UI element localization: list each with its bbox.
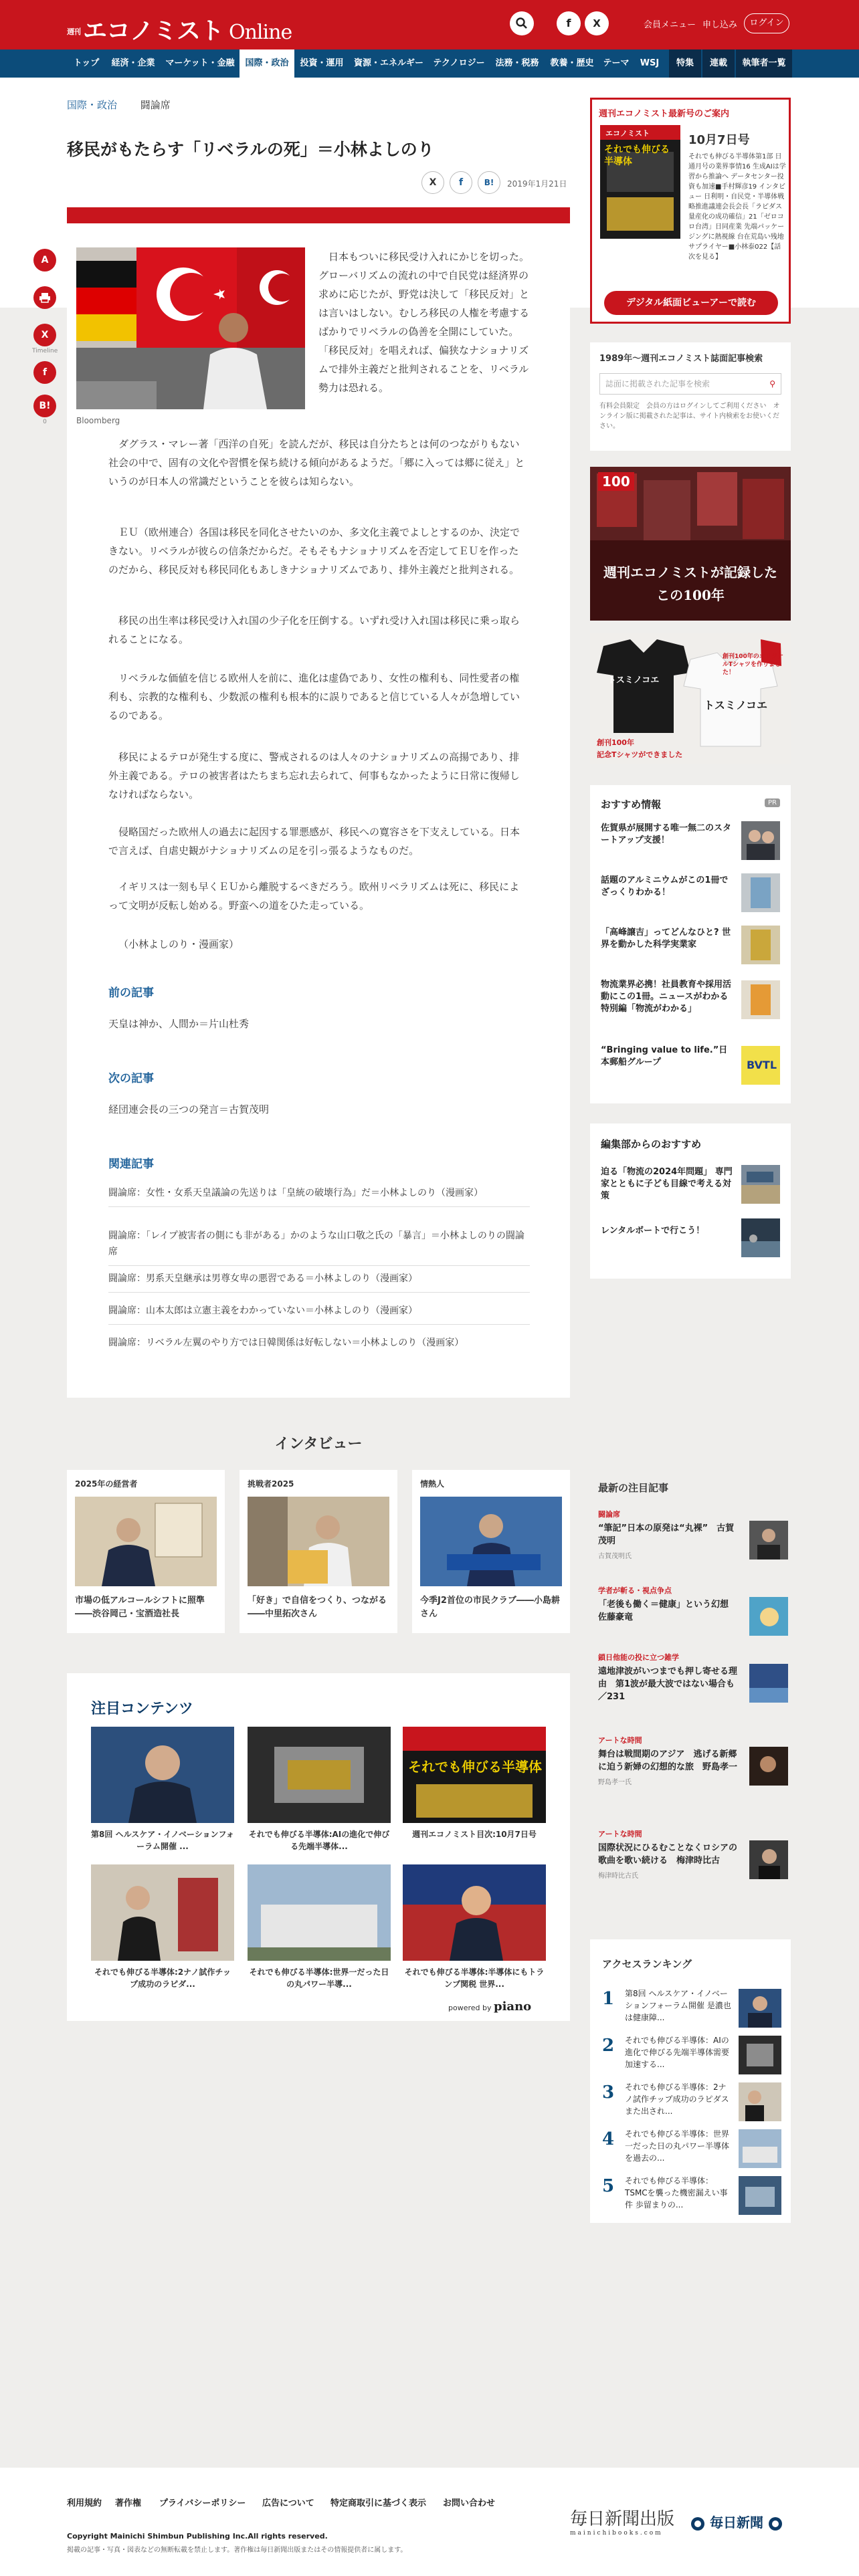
pr-badge: PR <box>765 798 780 807</box>
ranking-thumb <box>739 1989 781 2028</box>
interview-photo <box>75 1497 217 1586</box>
article-paragraph: 移民の出生率は移民受け入れ国の少子化を圧倒する。いずれ受け入れ国は移民に乗っ取られることになる。 <box>108 615 520 645</box>
interview-card[interactable] <box>67 1470 225 1633</box>
archive-search-input[interactable]: 誌面に掲載された記事を検索 ⚲ <box>599 373 781 395</box>
related-article-link[interactable]: 闘論席：「レイプ被害者の側にも非がある」かのような山口敬之氏の「暴言」＝小林よしのりの闘論席 <box>108 1228 530 1266</box>
ranking-heading: アクセスランキング <box>602 1958 692 1970</box>
interview-photo <box>420 1497 562 1586</box>
attention-heading: 注目コンテンツ <box>91 1701 193 1717</box>
recommend-card <box>590 785 791 1103</box>
interview-heading: インタビュー <box>274 1436 363 1453</box>
hatena-bookmark-icon[interactable]: B! <box>33 395 56 417</box>
nav-special[interactable]: 特集 <box>669 49 701 78</box>
article-paragraph: 移民によるテロが発生する度に、警戒されるのは人々のナショナリズムの高揚であり、排外主義である。テロの被害者はたちまち忘れ去られて、何事もなかったように日常に復帰しなければならない。 <box>108 751 520 800</box>
floating-share-bar <box>32 249 58 425</box>
centennial-line2: この100年 <box>656 587 725 603</box>
facebook-icon[interactable]: f <box>557 11 581 35</box>
svg-text:エコノミスト: エコノミスト <box>605 129 650 138</box>
centennial-badge: 100 <box>598 472 634 491</box>
latest-thumb <box>749 1521 788 1560</box>
recommend-item[interactable]: 佐賀県が展開する唯一無二のスタートアップ支援！ <box>601 823 732 845</box>
tshirt-text-2: トスミノコエ <box>704 699 768 712</box>
nav-culture[interactable]: 教養・歴史 <box>550 58 594 68</box>
nav-legal[interactable]: 法務・税務 <box>495 58 539 68</box>
breadcrumb <box>67 98 171 112</box>
recommend-item[interactable]: “Bringing value to life.”日本郵船グループ <box>601 1045 728 1067</box>
ranking-thumb <box>739 2036 781 2074</box>
nav-wsj[interactable]: WSJ <box>640 58 660 68</box>
recommend-thumb[interactable] <box>741 821 780 860</box>
ranking-item[interactable]: 2 それでも伸びる半導体：AIの進化で伸びる先端半導体需要 加速する... <box>599 2033 781 2077</box>
breadcrumb-series[interactable]: 闘論席 <box>140 99 171 111</box>
search-icon[interactable]: ⚲ <box>769 379 775 389</box>
archive-search-box <box>590 342 791 451</box>
copyright-notice: 掲載の記事・写真・図表などの無断転載を禁止します。著作権は毎日新聞出版またはその情報提供者に属します。 <box>67 2547 407 2554</box>
recommend-item[interactable]: 「高峰譲吉」ってどんなひと? 世界を動かした科学実業家 <box>601 928 731 950</box>
article-title: 移民がもたらす「リベラルの死」＝小林よしのり <box>67 140 434 159</box>
tshirt-badge: 創刊100年のオリジナルTシャツを作りました！ <box>723 653 783 676</box>
apply-link[interactable]: 申し込み <box>702 20 738 30</box>
nav-series[interactable]: 連載 <box>702 49 735 78</box>
member-menu-link[interactable]: 会員メニュー <box>644 20 696 30</box>
nav-international[interactable]: 国際・政治 <box>240 49 294 78</box>
digital-viewer-button[interactable]: デジタル紙面ビューアーで読む <box>604 291 778 315</box>
latest-thumb <box>749 1747 788 1786</box>
breadcrumb-category[interactable]: 国際・政治 <box>67 99 118 111</box>
attention-thumb <box>248 1727 391 1823</box>
article-ad-bar <box>67 207 570 223</box>
article-date: 2019年1月21日 <box>507 179 567 189</box>
copyright: Copyright Mainichi Shimbun Publishing Inc.All rights reserved. <box>67 2532 328 2541</box>
attention-item[interactable]: それでも伸びる半導体:世界一だった日の丸パワー半導... <box>248 1864 391 1990</box>
x-share-icon[interactable]: X <box>33 324 56 346</box>
attention-thumb: それでも伸びる半導体 <box>403 1727 546 1823</box>
powered-by-piano: powered by piano <box>448 2000 532 2014</box>
site-header <box>0 0 859 49</box>
ranking-thumb <box>739 2176 781 2215</box>
interview-photo <box>248 1497 389 1586</box>
tshirt-caption: 記念Tシャツができました <box>597 750 683 759</box>
promo-heading: 週刊エコノミスト最新号のご案内 <box>599 109 730 119</box>
svg-text:BVTL: BVTL <box>747 1059 777 1071</box>
recommend-thumb[interactable] <box>741 1046 780 1085</box>
latest-thumb <box>749 1664 788 1703</box>
editor-pick-heading: 編集部からのおすすめ <box>601 1138 702 1150</box>
attention-contents <box>67 1673 570 2021</box>
tshirt-text-1: トスミノコエ <box>607 675 660 685</box>
archive-search-heading: 1989年～週刊エコノミスト誌面記事検索 <box>599 354 763 364</box>
editor-pick-thumb[interactable] <box>741 1218 780 1257</box>
nav-investment[interactable]: 投資・運用 <box>300 58 344 68</box>
mainichi-shimbun-logo[interactable]: 毎日新聞 <box>690 2512 783 2531</box>
footer-ads-link[interactable]: 広告について <box>262 2498 314 2508</box>
interview-card[interactable] <box>412 1470 570 1633</box>
latest-item[interactable]: 闘論席 “筆記”日本の原発は“丸裸” 古賀茂明 古賀茂明氏 <box>598 1509 788 1560</box>
search-icon[interactable] <box>510 11 534 35</box>
editor-pick-item[interactable]: 迫る「物流の2024年問題」 専門家とともに子ども目線で考える対策 <box>601 1167 733 1201</box>
ranking-item[interactable]: 1 第8回 ヘルスケア・イノベーションフォーラム開催 是濃也は健康障... <box>599 1986 781 2030</box>
interview-caption: 「好き」で自信をつくり、つながる――中里拓次さん <box>248 1596 387 1619</box>
related-article-link[interactable]: 闘論席：山本太郎は立憲主義をわかっていない＝小林よしのり（漫画家） <box>108 1303 530 1325</box>
article-paragraph: 侵略国だった欧州人の過去に起因する罪悪感が、移民への寛容さを下支えしている。日本で言えば、自虐史観がナショナリズムの足を引っ張るようなものだ。 <box>108 826 520 857</box>
centennial-line1: 週刊エコノミストが記録した <box>603 564 777 580</box>
attention-item[interactable]: 第8回 ヘルスケア・イノベーションフォーラム開催 ... <box>91 1727 234 1852</box>
latest-item[interactable]: アートな時間 国際状況にひるむことなくロシアの歌曲を歌い続ける 梅津時比古 梅津時比古氏 <box>598 1828 788 1880</box>
attention-item[interactable]: それでも伸びる半導体 週刊エコノミスト目次:10月7日号 <box>403 1727 546 1840</box>
site-footer <box>0 2468 859 2576</box>
interview-caption: 今季J2首位の市民クラブ――小島耕さん <box>420 1596 560 1619</box>
article-photo <box>76 247 305 409</box>
ranking-item[interactable]: 5 それでも伸びる半導体：TSMCを襲った機密漏えい事件 歩留まりの... <box>599 2173 781 2218</box>
attention-item[interactable]: それでも伸びる半導体:半導体にもトランプ関税 世界... <box>403 1864 546 1990</box>
attention-item[interactable]: それでも伸びる半導体:2ナノ試作チップ成功のラピダ... <box>91 1864 234 1990</box>
footer-contact-link[interactable]: お問い合わせ <box>443 2498 496 2508</box>
article-lead: 日本もついに移民受け入れにかじを切った。グローバリズムの流れの中で自民党は経済界の求めに応じたが、野党は決して「移民反対」とは言いはしない。むしろ移民の人権を考慮するばかりでリベラルの偽善を全開にしていた。「移民反対」を唱えれば、偏狭なナショナリズムで排外主義だと批判されることを、リベラル勢力は恐れる。 <box>318 251 530 394</box>
x-icon[interactable]: X <box>585 11 609 35</box>
attention-item[interactable]: それでも伸びる半導体:AIの進化で伸びる先端半導体... <box>248 1727 391 1852</box>
nav-technology[interactable]: テクノロジー <box>433 58 485 68</box>
article-paragraph: イギリスは一刻も早くＥＵから離脱するべきだろう。欧州リベラリズムは死に、移民によって文明が反転し始める。野蛮への道をひた走っている。 <box>108 881 520 911</box>
print-icon[interactable] <box>33 286 56 309</box>
footer-commerce-link[interactable]: 特定商取引に基づく表示 <box>330 2498 427 2508</box>
interview-label: 2025年の経営者 <box>75 1479 138 1489</box>
nav-top[interactable]: トップ <box>73 58 100 68</box>
related-heading: 関連記事 <box>108 1158 154 1171</box>
ranking-item[interactable]: 3 それでも伸びる半導体：2ナノ試作チップ成功のラピダス また出され... <box>599 2080 781 2124</box>
footer-copyright-link[interactable]: 著作権 <box>115 2498 142 2508</box>
related-article-link[interactable]: 闘論席：女性・女系天皇議論の先送りは「皇統の破壊行為」だ＝小林よしのり（漫画家） <box>108 1185 530 1207</box>
article-paragraph: リベラルな価値を信じる欧州人を前に、進化は虚偽であり、女性の権利も、同性愛者の権利も、宗教的な権利も、少数派の権利も根本的に誤りであると信じている人々が急増しているのである。 <box>108 672 520 722</box>
recommend-thumb[interactable] <box>741 873 780 912</box>
issue-description: それでも伸びる半導体第1部 日通月号の業界事情16 生成AIは学習から推論へ データセンター投資も加速■手村輝彦19 インタビュー 日利明・自民党・半導体戦略推進議連会長会長「ラピダス量産化の成功確信」21「ゼロコロ台湾」日同産業 先端パッケージングに熱視線 台在荒島い残地サプライヤー■小林泰022【話次を見る】 <box>688 153 786 261</box>
magazine-cover[interactable] <box>600 125 680 239</box>
facebook-icon[interactable]: f <box>450 171 472 194</box>
interview-label: 情熱人 <box>420 1479 445 1489</box>
recommend-thumb[interactable] <box>741 980 780 1019</box>
hatena-count: 0 <box>43 419 47 425</box>
footer-terms-link[interactable]: 利用規約 <box>67 2498 102 2508</box>
attention-thumb <box>403 1864 546 1961</box>
next-article-heading: 次の記事 <box>108 1072 154 1085</box>
access-ranking <box>590 1939 791 2223</box>
latest-heading: 最新の注目記事 <box>598 1482 669 1494</box>
ranking-item[interactable]: 4 それでも伸びる半導体：世界一だった日の丸パワー半導体を過去の... <box>599 2127 781 2171</box>
nav-writers[interactable]: 執筆者一覧 <box>736 49 792 78</box>
latest-thumb <box>749 1840 788 1879</box>
latest-thumb <box>749 1597 788 1636</box>
font-size-icon[interactable]: A <box>33 249 56 272</box>
facebook-share-icon[interactable]: f <box>33 361 56 384</box>
latest-item[interactable]: アートな時間 舞台は戦間期のアジア 逃げる新郷に迫う新婦の幻想的な旅 野島孝一 野島孝一氏 <box>598 1735 788 1786</box>
recommend-item[interactable]: 物流業界必携！社員教育や採用活動にこの1冊。ニュースがわかる特別編「物流がわかる」 <box>601 980 732 1014</box>
nav-market[interactable]: マーケット・金融 <box>165 58 235 68</box>
cover-headline: それでも伸びる半導体 <box>604 144 670 167</box>
attention-thumb <box>91 1727 234 1823</box>
article-paragraph: ＥＵ（欧州連合）各国は移民を同化させたいのか、多文化主義でよしとするのか、決定できない。リベラルが彼らの信条だからだ。そもそもナショナリズムを否定してＥＵを作ったのだから、移民反対も移民同化もあしきナショナリズムであり、排外主義だと批判される。 <box>108 526 520 576</box>
nav-theme[interactable]: テーマ <box>603 58 630 68</box>
photo-credit: Bloomberg <box>76 416 120 425</box>
attention-thumb <box>248 1864 391 1961</box>
next-article-link[interactable]: 経団連会長の三つの発言＝古賀茂明 <box>108 1103 270 1115</box>
recommend-thumb[interactable] <box>741 926 780 964</box>
article-paragraph: ダグラス・マレー著「西洋の自死」を読んだが、移民は自分たちとは何のつながりもない社会の中で、固有の文化や習慣を保ち続ける傾向があるようだ。「郷に入っては郷に従え」というのが日本人の常識だということを彼らは知らない。 <box>108 438 525 488</box>
x-share-label: Timeline <box>32 348 58 354</box>
nav-economy[interactable]: 経済・企業 <box>111 58 155 68</box>
related-article-link[interactable]: 闘論席：男系天皇継承は男尊女卑の悪習である＝小林よしのり（漫画家） <box>108 1271 530 1293</box>
editor-pick-card <box>590 1123 791 1279</box>
ranking-thumb <box>739 2082 781 2121</box>
editor-pick-item[interactable]: レンタルボートで行こう！ <box>601 1226 705 1236</box>
tshirt-anniversary: 創刊100年 <box>597 738 634 747</box>
ranking-thumb <box>739 2129 781 2168</box>
centennial-banner[interactable] <box>590 467 791 621</box>
archive-search-note: 有料会員限定 会員の方はログインしてご利用ください オンライン版に掲載された記事は、サイト内検索をお使いください。 <box>599 403 780 430</box>
site-logo[interactable]: 週刊 エコノミスト Online <box>67 17 292 45</box>
latest-issue-promo <box>590 98 791 324</box>
tshirt-banner[interactable] <box>590 633 791 764</box>
footer-privacy-link[interactable]: プライバシーポリシー <box>159 2498 246 2508</box>
interview-caption: 市場の低アルコールシフトに照準――渋谷岡己・宝酒造社長 <box>75 1596 205 1619</box>
editor-pick-thumb[interactable] <box>741 1165 780 1204</box>
issue-date: 10月7日号 <box>688 133 750 147</box>
attention-thumb <box>91 1864 234 1961</box>
hatena-bookmark-icon[interactable]: B! <box>478 171 500 194</box>
prev-article-link[interactable]: 天皇は神か、人間か＝片山杜秀 <box>108 1018 250 1030</box>
interview-card[interactable] <box>240 1470 397 1633</box>
latest-item[interactable]: 学者が斬る・視点争点 「老後も働く＝健康」という幻想 佐藤豪竜 <box>598 1585 788 1624</box>
login-button[interactable]: ログイン <box>744 13 789 33</box>
main-nav <box>0 49 859 78</box>
interview-label: 挑戦者2025 <box>248 1479 294 1489</box>
recommend-heading: おすすめ情報 <box>601 798 662 811</box>
related-article-link[interactable]: 闘論席：リベラル左翼のやり方では日韓関係は好転しない＝小林よしのり（漫画家） <box>108 1337 464 1348</box>
prev-article-heading: 前の記事 <box>108 986 154 1000</box>
latest-item[interactable]: 鎖日他能の投に立つ雑学 遠地津波がいつまでも押し寄せる理由 第1波が最大波ではない場合も／231 <box>598 1652 788 1703</box>
article-author: （小林よしのり・漫画家） <box>118 938 240 950</box>
x-icon[interactable]: X <box>421 171 444 194</box>
recommend-item[interactable]: 話題のアルミニウムがこの1冊でざっくりわかる！ <box>601 875 729 897</box>
nav-energy[interactable]: 資源・エネルギー <box>353 58 423 68</box>
mainichi-publishing-logo[interactable]: 毎日新聞出版 mainichibooks.com <box>570 2509 675 2537</box>
